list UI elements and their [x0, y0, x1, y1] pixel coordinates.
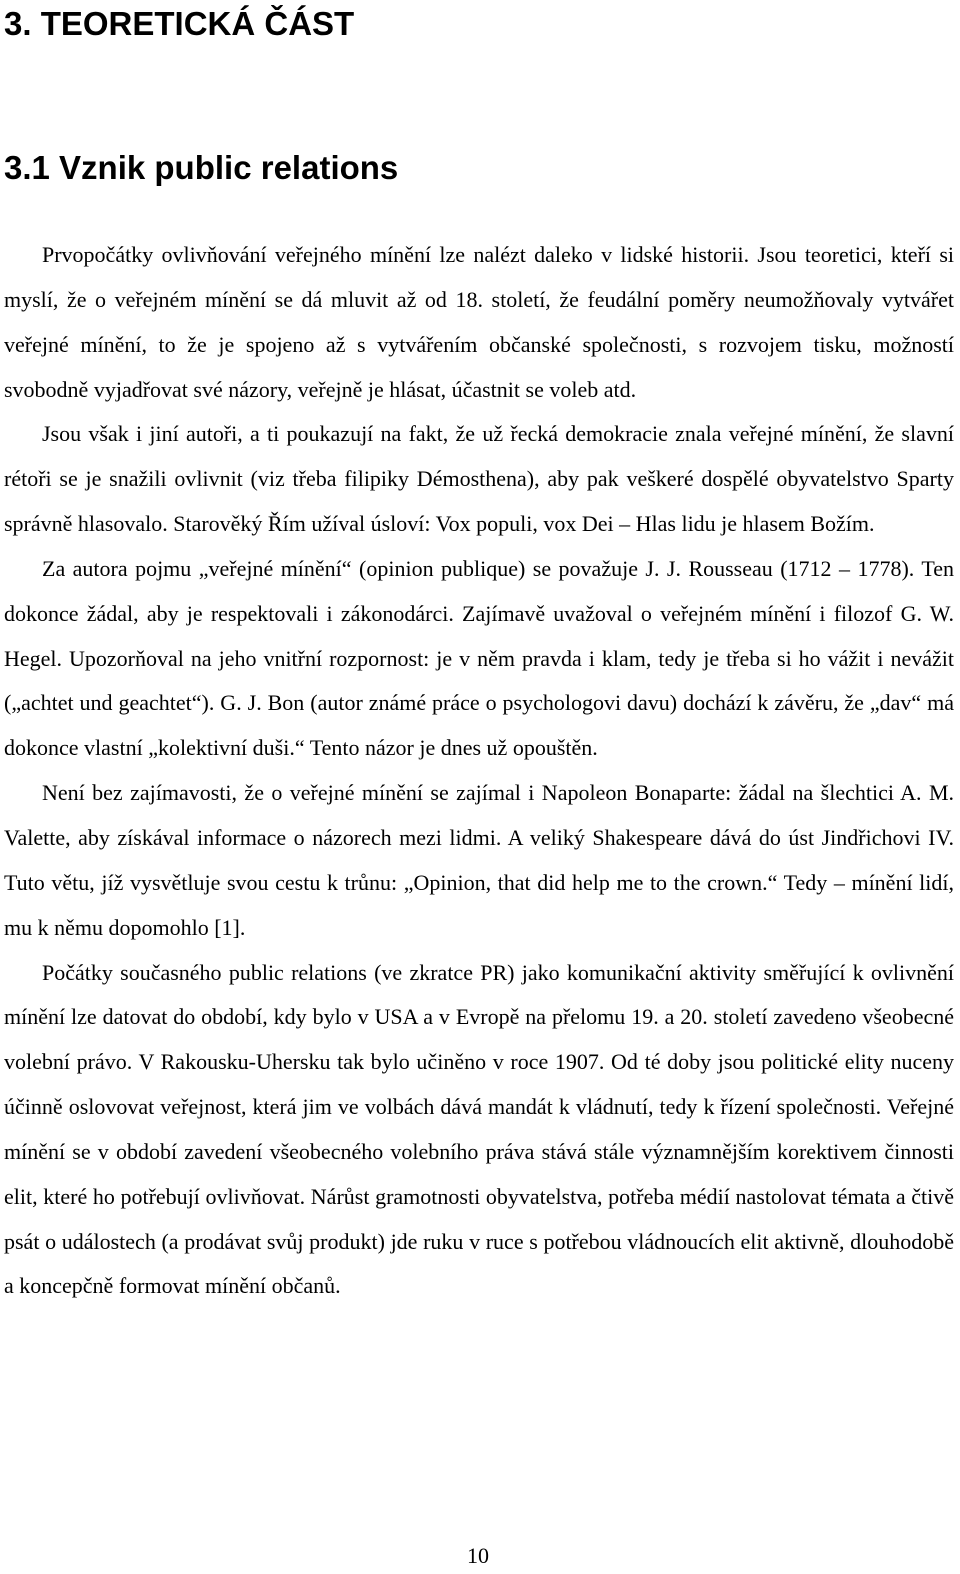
page-number: 10: [467, 1543, 489, 1568]
paragraph-4: Není bez zajímavosti, že o veřejné mínění se zajímal i Napoleon Bonaparte: žádal na šlechtici A. M. Valette, aby získával informace o názorech mezi lidmi. A veliký Shakespeare dává do úst Jindřichovi IV. Tuto větu, jíž vysvětluje svou cestu k trůnu: „Opinion, that did help me to the crown.“ Tedy – mínění lidí, mu k němu dopomohlo [1].: [4, 780, 954, 940]
paragraph-3: Za autora pojmu „veřejné mínění“ (opinion publique) se považuje J. J. Rousseau (1712 – 1778). Ten dokonce žádal, aby je respektovali i zákonodárci. Zajímavě uvažoval o veřejném mínění i filozof G. W. Hegel. Upozorňoval na jeho vnitřní rozpornost: je v něm pravda i klam, tedy je třeba si ho vážit i nevážit („achtet und geachtet“). G. J. Bon (autor známé práce o psychologovi davu) dochází k závěru, že „dav“ má dokonce vlastní „kolektivní duši.“ Tento názor je dnes už opouštěn.: [4, 555, 954, 761]
body-text: [4, 233, 954, 1309]
paragraph-5: Počátky současného public relations (ve zkratce PR) jako komunikační aktivity směřující k ovlivnění mínění lze datovat do období, kdy bylo v USA a v Evropě na přelomu 19. a 20. století zavedeno všeobecné volební právo. V Rakousku-Uhersku tak bylo učiněno v roce 1907. Od té doby jsou politické elity nuceny účinně oslovovat veřejnost, která jim ve volbách dává mandát k vládnutí, tedy k řízení společnosti. Veřejné mínění se v období zavedení všeobecného volebního práva stává stále významnějším korektivem činnosti elit, které ho potřebují ovlivňovat. Nárůst gramotnosti obyvatelstva, potřeba médií nastolovat témata a čtivě psát o událostech (a prodávat svůj produkt) jde ruku v ruce s potřebou vládnoucích elit aktivně, dlouhodobě a koncepčně formovat mínění občanů.: [4, 959, 954, 1299]
paragraph-2: Jsou však i jiní autoři, a ti poukazují na fakt, že už řecká demokracie znala veřejné mínění, že slavní rétoři se je snažili ovlivnit (viz třeba filipiky Démosthena), aby pak veškeré dospělé obyvatelstvo Sparty správně hlasovalo. Starověký Řím užíval úsloví: Vox populi, vox Dei – Hlas lidu je hlasem Božím.: [4, 421, 954, 537]
section-title: 3.1 Vznik public relations: [4, 149, 399, 186]
paragraph-1: Prvopočátky ovlivňování veřejného mínění lze nalézt daleko v lidské historii. Jsou teoretici, kteří si myslí, že o veřejném mínění se dá mluvit až od 18. století, že feudální poměry neumožňovaly vytvářet veřejné mínění, to že je spojeno až s vytvářením občanské společnosti, s rozvojem tisku, možností svobodně vyjadřovat své názory, veřejně je hlásat, účastnit se voleb atd.: [4, 242, 954, 402]
chapter-title: 3. TEORETICKÁ ČÁST: [4, 5, 355, 42]
